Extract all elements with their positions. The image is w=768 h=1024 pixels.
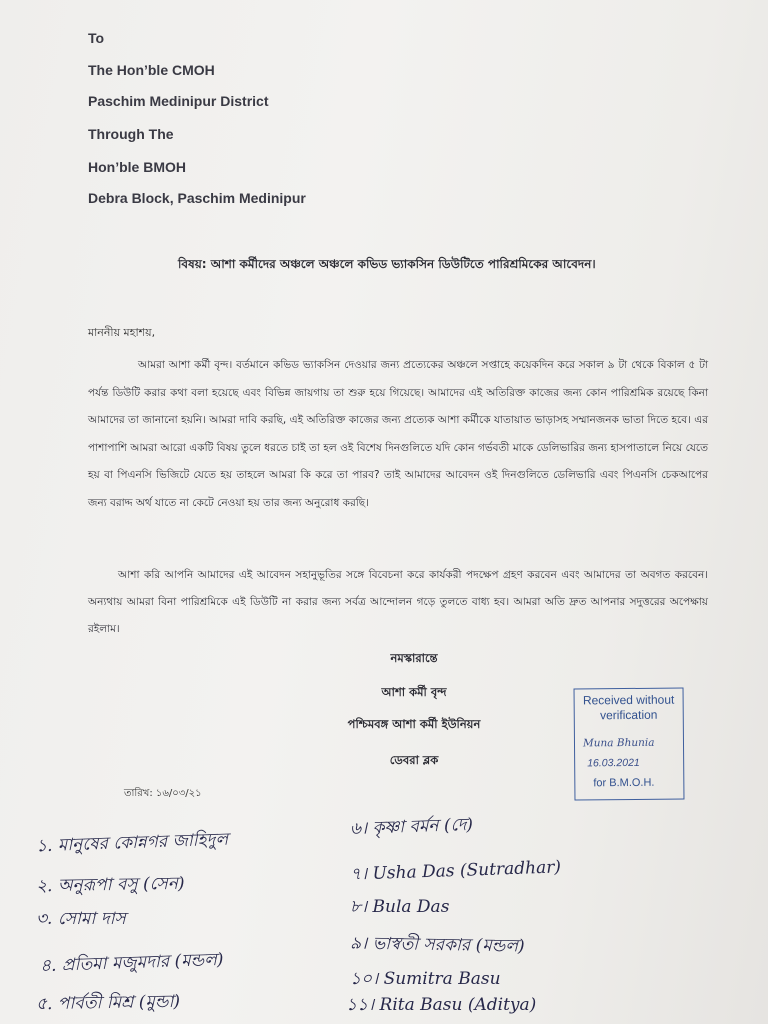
paragraph-1-text: আমরা আশা কর্মী বৃন্দ। বর্তমানে কভিড ভ্যাকসিন দেওয়ার জন্য প্রত্যেকের অঞ্চলে সপ্তাহে কয়েকদিন করে সকাল ৯ টা থেকে বিকাল ৫ টা পর্যন্ত ডিউটি করার কথা বলা হয়েছে এবং বিভিন্ন জায়গায় তা শুরু হয়ে গিয়েছে। আমাদের এই অতিরিক্ত কাজের জন্য কোন পারিশ্রমিক রয়েছে কিনা আমাদের তা জানানো হয়নি। আমরা দাবি করছি, এই অতিরিক্ত কাজের জন্য প্রত্যেক আশা কর্মীকে যাতায়াত ভাড়াসহ সম্মানজনক ভাতা দিতে হবে। এর পাশাপাশি আমরা আরো একটি বিষয় তুলে ধরতে চাই তা হল ওই বিশেষ দিনগুলিতে যদি কোন গর্ভবতী মাকে ডেলিভারির জন্য হাসপাতালে নিয়ে যেতে হয় বা পিএনসি ভিজিটে যেতে হয় তাহলে আমরা কি করে তা পারব? তাই আমাদের আবেদন ওই দিনগুলিতে ডেলিভারি এবং পিএনসি চেকআপের জন্য বরাদ্দ অর্থ যাতে না কেটে নেওয়া হয় তার জন্য অনুরোধ করছি। (88, 359, 708, 509)
salutation: মাননীয় মহাশয়, (88, 326, 156, 339)
closing-union: পশ্চিমবঙ্গ আশা কর্মী ইউনিয়ন (347, 717, 481, 731)
stamp-line-2: verification (599, 707, 658, 723)
signature-right-8: ৮। Bula Das (350, 897, 450, 917)
paragraph-2-text: আশা করি আপনি আমাদের এই আবেদন সহানুভূতির সঙ্গে বিবেচনা করে কার্যকরী পদক্ষেপ গ্রহণ করবেন এবং আমাদের তা অবগত করবেন। অন্যথায় আমরা বিনা পারিশ্রমিকে এই ডিউটি না করার জন্য সর্বত্র আন্দোলন গড়ে তুলতে বাধ্য হব। আমরা অতি দ্রুত আপনার সদুত্তরের অপেক্ষায় রইলাম। (88, 569, 708, 635)
address-line-4: Hon’ble BMOH (88, 159, 186, 175)
closing-signatory: আশা কর্মী বৃন্দ (381, 685, 447, 699)
address-line-3: Through The (88, 126, 174, 142)
stamp-signature: Muna Bhunia (582, 736, 655, 750)
address-line-5: Debra Block, Paschim Medinipur (88, 190, 306, 206)
stamp-line-1: Received without (582, 692, 675, 708)
address-line-1: The Hon’ble CMOH (88, 62, 215, 78)
signature-right-9: ৯। ভাস্বতী সরকার (মন্ডল) (349, 933, 525, 957)
stamp-for: for B.M.O.H. (593, 776, 655, 790)
body-paragraph-1 (88, 352, 708, 517)
body-paragraph-2 (88, 562, 708, 643)
stamp-text (575, 693, 683, 724)
signature-right-6: ৬। কৃষ্ণা বর্মন (দে) (349, 814, 474, 840)
signature-left-4: ৪. প্রতিমা মজুমদার (মন্ডল) (39, 949, 224, 977)
closing-block: ডেবরা ব্লক (389, 753, 439, 767)
signature-right-11: ১১। Rita Basu (Aditya) (346, 995, 537, 1015)
signature-right-7: ৭। Usha Das (Sutradhar) (349, 857, 562, 885)
address-to: To (88, 30, 105, 46)
stamp-date: 16.03.2021 (587, 756, 640, 770)
letter-date: তারিখ: ১৬/০৩/২১ (124, 788, 202, 799)
closing-greeting: নমস্কারান্তে (390, 651, 438, 665)
signature-right-10: ১০। Sumitra Basu (350, 969, 501, 989)
signature-left-2: ২. অনুরূপা বসু (সেন) (35, 873, 185, 897)
received-stamp (574, 688, 685, 801)
address-line-2: Paschim Medinipur District (88, 93, 269, 109)
signature-left-1: ১. মানুষের কোন্নগর জাহিদুল (35, 829, 229, 857)
signature-left-5: ৫. পার্বতী মিশ্র (মুন্ডা) (35, 991, 181, 1015)
signature-left-3: ৩. সোমা দাস (36, 909, 126, 929)
subject-line: বিষয়: আশা কর্মীদের অঞ্চলে অঞ্চলে কভিড ভ্যাকসিন ডিউটিতে পারিশ্রমিকের আবেদন। (178, 257, 596, 271)
